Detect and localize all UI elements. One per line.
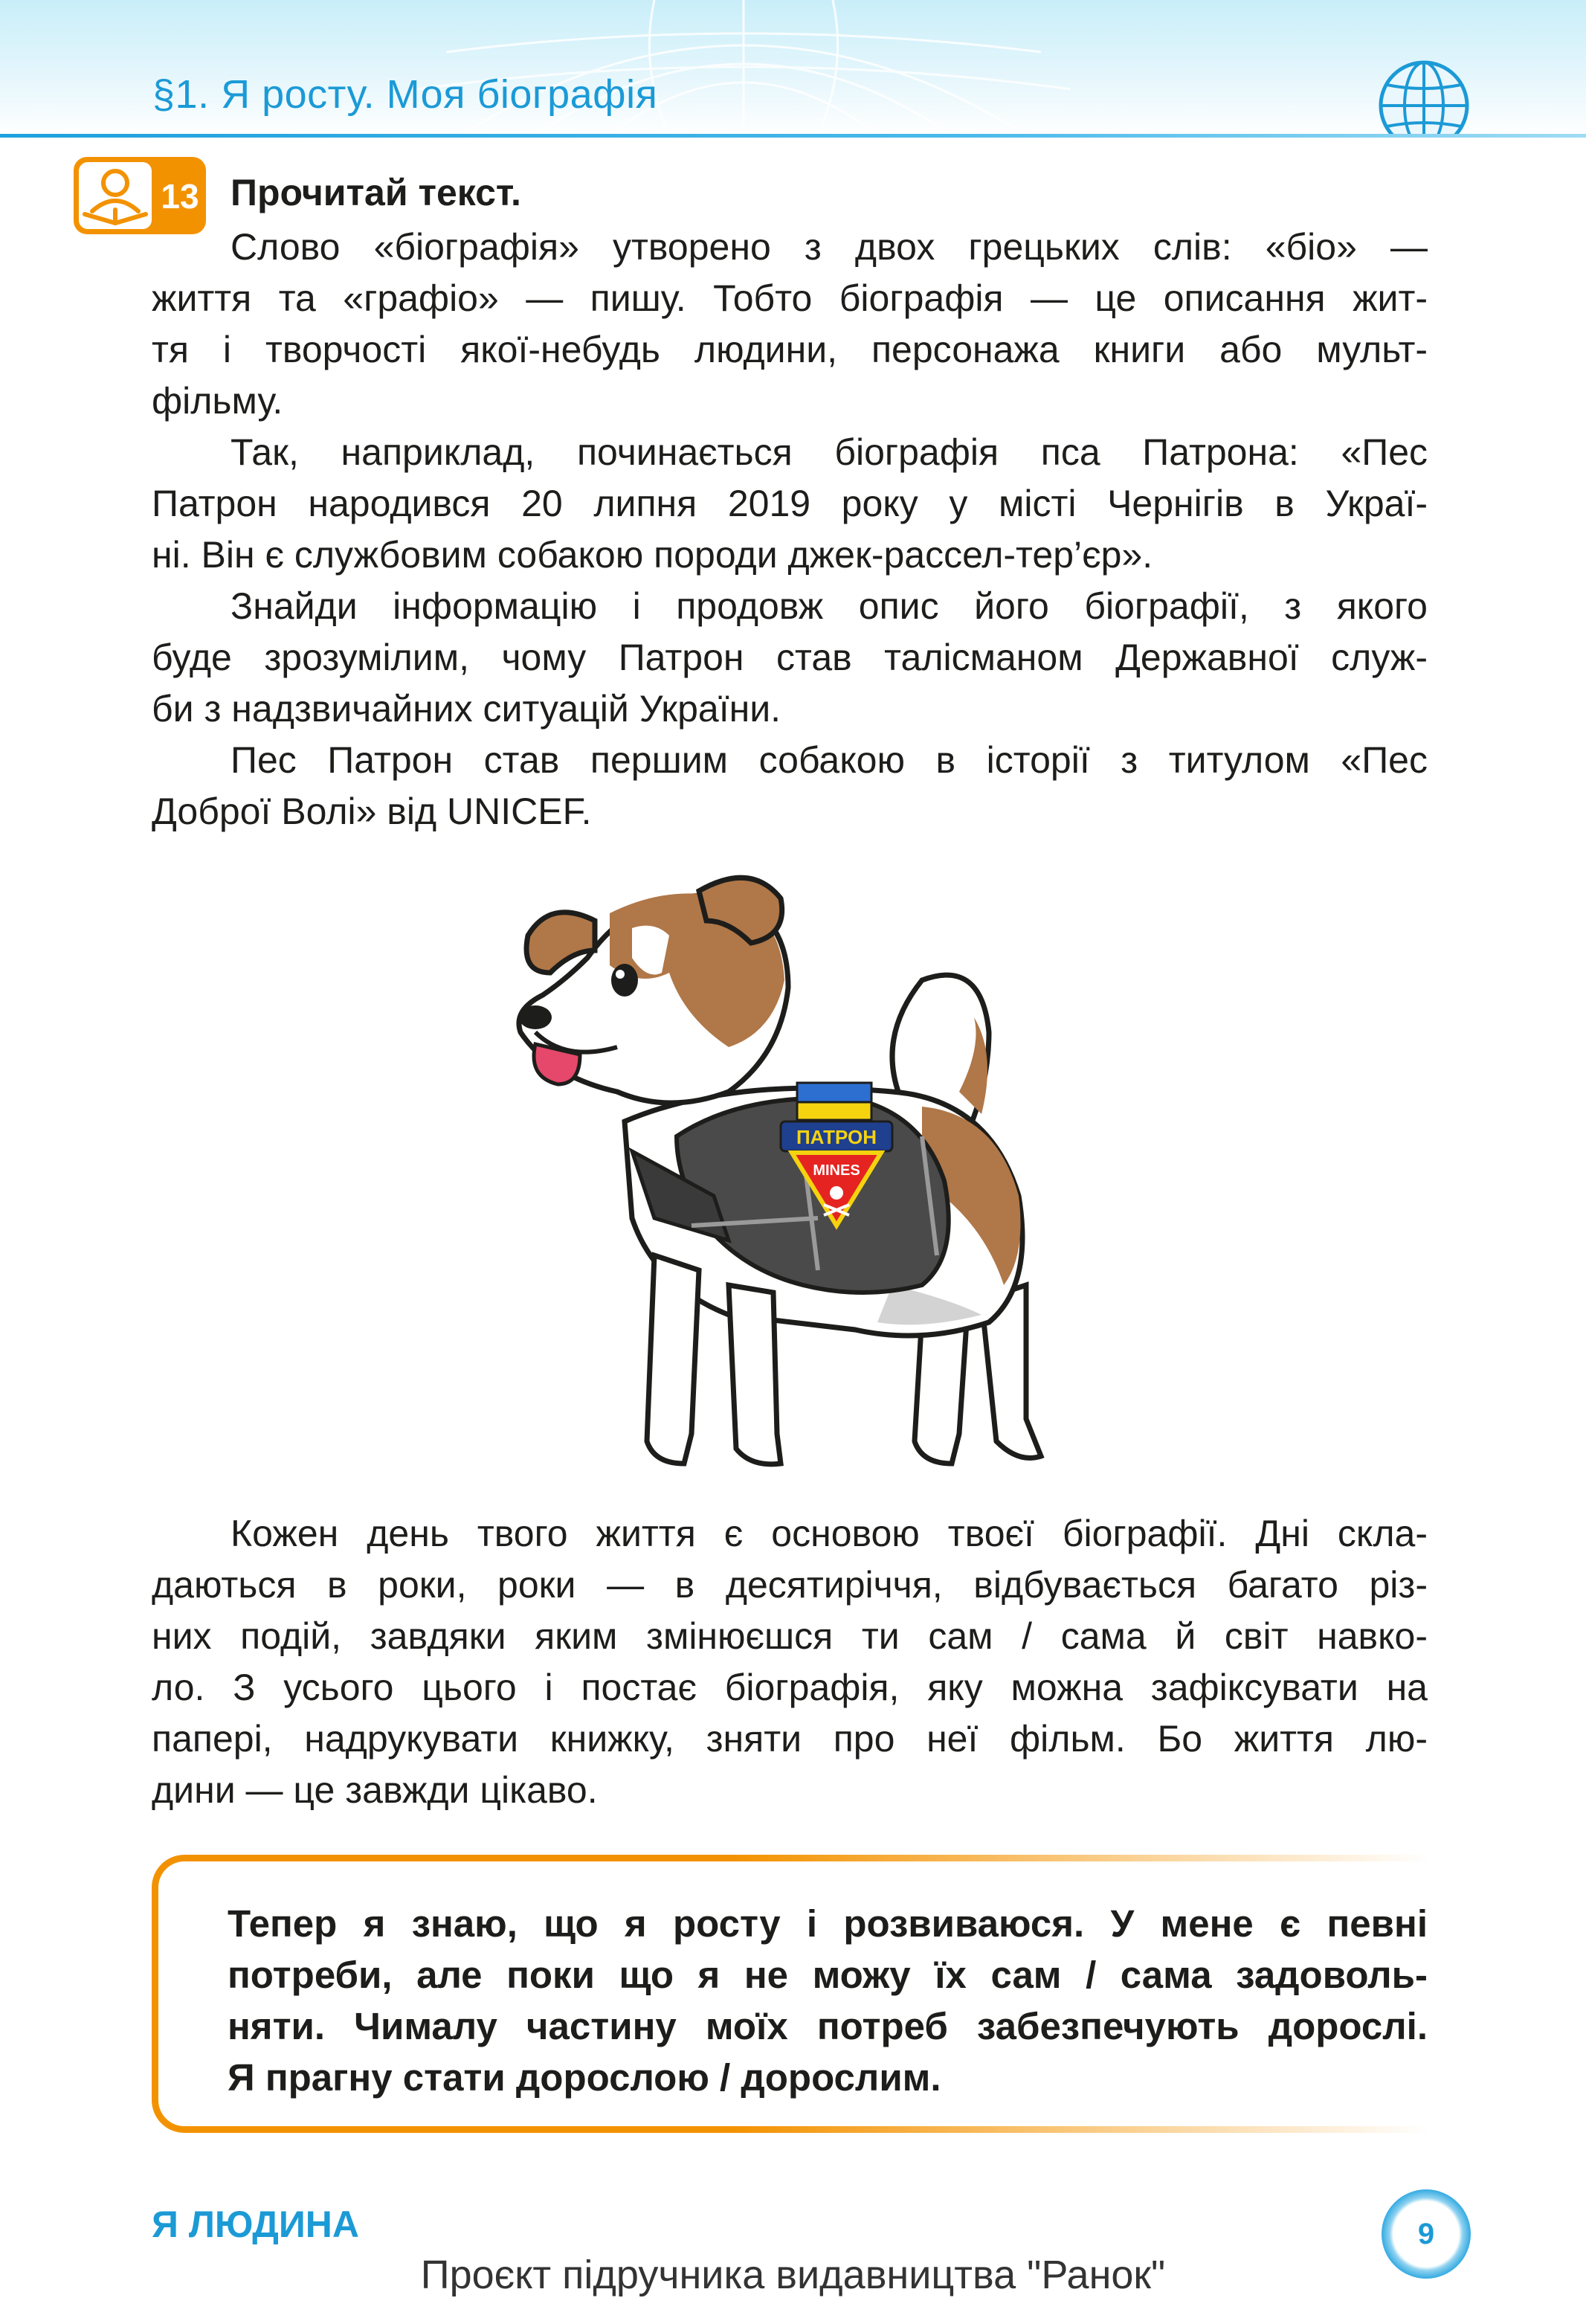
text-line: Слово «біографія» утворено з двох грецьких слів: «біо» — bbox=[231, 226, 1428, 268]
text-line: Кожен день твого життя є основою твоєї біографії. Дні скла- bbox=[231, 1513, 1428, 1554]
paragraph-unicef bbox=[152, 735, 1428, 837]
paragraph-patron-biography bbox=[152, 427, 1428, 581]
text-line: Знайди інформацію і продовж опис його біографії, з якого bbox=[231, 585, 1428, 627]
page-header bbox=[0, 0, 1586, 135]
text-line: ло. З усього цього і постає біографія, яку можна зафіксувати на bbox=[152, 1667, 1428, 1708]
summary-line: няти. Чималу частину моїх потреб забезпечують дорослі. bbox=[228, 2005, 1428, 2047]
text-line: них подій, завдяки яким змінюєшся ти сам / сама й світ навко- bbox=[152, 1615, 1428, 1657]
text-line: Доброї Волі» від UNICEF. bbox=[152, 791, 592, 832]
dog-patron-illustration bbox=[506, 869, 1071, 1478]
text-line: дини — це завжди цікаво. bbox=[152, 1769, 598, 1811]
text-line: життя та «графіо» — пишу. Тобто біографія — це описання жит- bbox=[152, 277, 1428, 319]
task-title: Прочитай текст. bbox=[231, 172, 521, 213]
summary-text bbox=[228, 1898, 1428, 2103]
section-title: §1. Я росту. Моя біографія bbox=[152, 72, 658, 117]
text-line: ні. Він є службовим собакою породи джек-рассел-тер’єр». bbox=[152, 534, 1153, 576]
text-line: буде зрозумілим, чому Патрон став талісманом Державної служ- bbox=[152, 637, 1428, 678]
paragraph-task-instruction bbox=[152, 581, 1428, 735]
text-line: фільму. bbox=[152, 380, 283, 422]
text-line: Патрон народився 20 липня 2019 року у місті Чернігів в Украї- bbox=[152, 483, 1428, 524]
page-number: 9 bbox=[1382, 2189, 1471, 2279]
text-line: даються в роки, роки — в десятиріччя, відбувається багато різ- bbox=[152, 1564, 1428, 1606]
summary-line: Тепер я знаю, що я росту і розвиваюся. У мене є певні bbox=[228, 1902, 1428, 1945]
header-rule bbox=[0, 134, 1586, 138]
text-line: Так, наприклад, починається біографія пса Патрона: «Пес bbox=[231, 431, 1428, 473]
summary-line: потреби, але поки що я не можу їх сам / сама задоволь- bbox=[228, 1954, 1428, 1996]
vest-mines-label: MINES bbox=[813, 1162, 860, 1179]
text-line: би з надзвичайних ситуацій України. bbox=[152, 688, 781, 730]
footer-section-label: Я ЛЮДИНА bbox=[152, 2204, 360, 2245]
text-line: Пес Патрон став першим собакою в історії з титулом «Пес bbox=[231, 739, 1428, 781]
text-line: тя і творчості якої-небудь людини, персонажа книги або мульт- bbox=[152, 329, 1428, 370]
publisher-note: Проєкт підручника видавництва "Ранок" bbox=[420, 2253, 1166, 2297]
paragraph-every-day bbox=[152, 1508, 1428, 1816]
globe-icon bbox=[1378, 59, 1470, 135]
text-line: папері, надрукувати книжку, зняти про неї фільм. Бо життя лю- bbox=[152, 1718, 1428, 1760]
paragraph-biography-definition bbox=[152, 222, 1428, 427]
summary-line: Я прагну стати дорослою / дорослим. bbox=[228, 2056, 941, 2099]
task-number: 13 bbox=[161, 177, 199, 216]
vest-name-label: ПАТРОН bbox=[796, 1126, 877, 1148]
